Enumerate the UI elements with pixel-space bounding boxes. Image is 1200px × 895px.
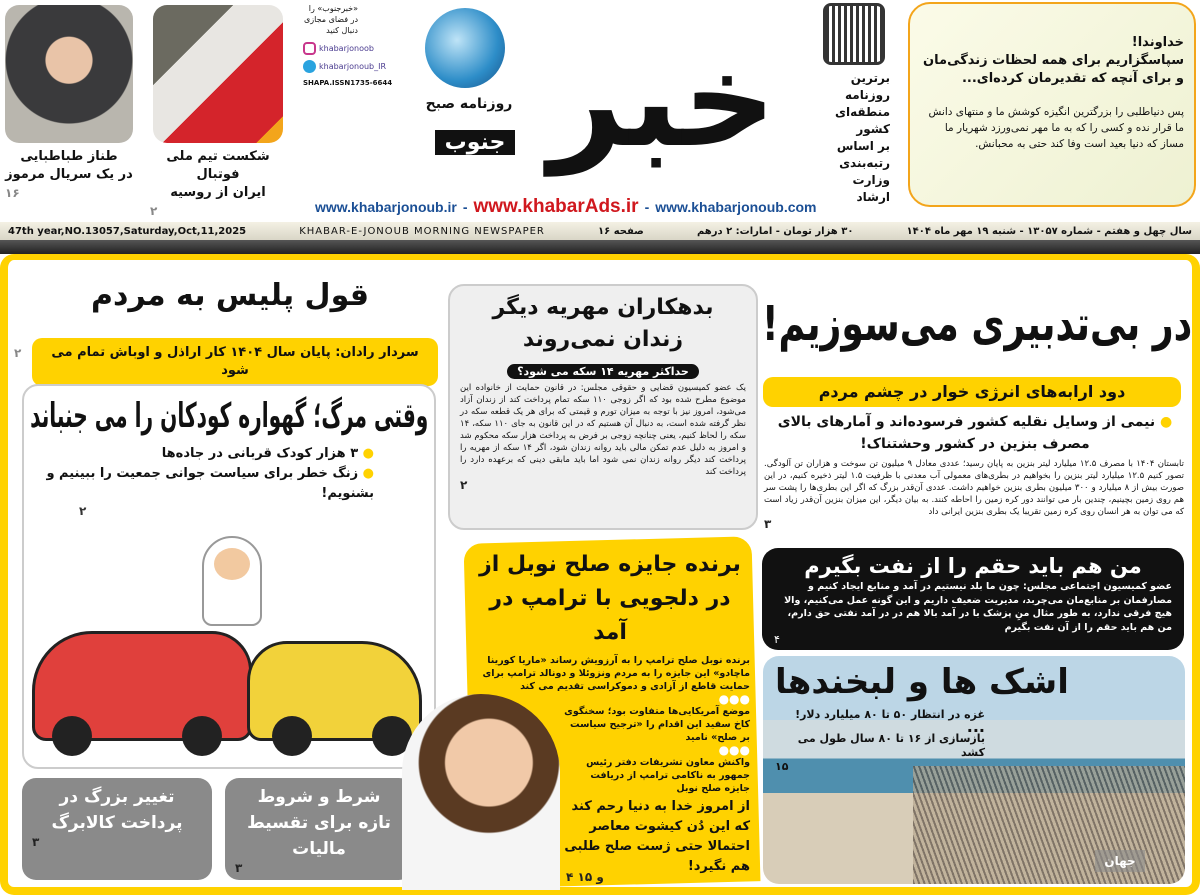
gaza-story[interactable]: اشک ها و لبخندها غزه در انتظار ۵۰ تا ۸۰ میلیارد دلار! ... بازسازی از ۱۶ تا ۸۰ سال طول می کشد ۱۵: [763, 656, 1185, 884]
issue-info-bar: 47th year,NO.13057,Saturday,Oct,11,2025 KHABAR-E-JONOUB MORNING NEWSPAPER ۱۶ صفحه ۳۰ هزار تومان - امارات: ۲ درهم سال چهل و هفتم - شماره ۱۳۰۵۷ - شنبه ۱۹ مهر ماه ۱۴۰۴: [0, 222, 1200, 240]
teaser-photo-football[interactable]: [153, 5, 283, 143]
social-box: «خبرجنوب» را در فضای مجازی دنبال کنید khabarjonoob khabarjonoub_IR SHAPA.ISSN1735-6644: [303, 3, 398, 103]
telegram-icon: [303, 60, 316, 73]
car-crash-cartoon: [32, 536, 427, 761]
globe-icon: [425, 8, 505, 88]
main-headline[interactable]: در بی‌تدبیری می‌سوزیم!: [761, 296, 1193, 352]
nobel-content: برنده جایزه صلح نوبل از در دلجویی با ترامپ در آمد برنده نوبل صلح ترامپ را به آرزویش رساند «ماریا کورینا ماچادو» این جایزه را به مردم ونزوئلا و دونالد ترامپ برای حمایت قاطع از آزادی و دموکراسی تقدیم می کند ●●● موضع آمریکایی‌ها متفاوت بود؛ سخنگوی کاخ سفید این اقدام را «ترجیح سیاست بر صلح» نامید ●●● واکنش معاون تشریفات دفتر رئیس جمهور به ناکامی ترامپ از دریافت جایزه صلح نوبل از امروز خدا به دنیا رحم کند که این دُن کیشوت معاصر احتمالا حتی ژست صلح طلبی هم نگیرد!: [479, 552, 750, 874]
kalabarg-story[interactable]: تغییر بزرگ در پرداخت کالابرگ ۳: [22, 778, 212, 880]
main-subheadline-bar[interactable]: دود ارابه‌های انرژی خوار در چشم مردم: [763, 377, 1181, 407]
road-deaths-story[interactable]: وقتی مرگ؛ گهواره کودکان را می جنباند ● ۳ هزار کودک قربانی در جاده‌ها ● زنگ خطر برای سیاست جوانی جمعیت را ببینیم و بشنویم! ۲: [22, 384, 436, 769]
link-khabarads[interactable]: www.khabarAds.ir: [473, 196, 639, 217]
bullet: ● زنگ خطر برای سیاست جوانی جمعیت را ببینیم و بشنویم!: [46, 466, 374, 501]
oil-story[interactable]: من هم باید حقم را از نفت بگیرم عضو کمیسیون اجتماعی مجلس: چون ما بلد نیستیم در آمد و منابع ایجاد کنیم و مصارفمان بر منابع‌مان می‌چربد، مدیریت ضعیف داریم و این گونه عمل می‌کنیم، والا هیچ فرقی ندارد، به طور مثال منِ پزشک با در آمد بالا هم در در آمد نفتی حق دارم، من هم باید حقم را از آن نفت بگیرم ۴: [762, 548, 1184, 650]
mahrieh-label: حداکثر مهریه ۱۴ سکه می شود؟: [507, 364, 699, 379]
link-khabarjonoub-com[interactable]: www.khabarjonoub.com: [655, 199, 817, 215]
mahrieh-story[interactable]: بدهکاران مهریه دیگر زندان نمی‌روند حداکثر مهریه ۱۴ سکه می شود؟ یک عضو کمیسیون قضایی و حقوقی مجلس: در قانون حمایت از خانواده این موضوع مطرح شده بود که اگر زوجی ۱۱۰ سکه تمام پرداخت کند از زندان آزاد می‌شود، امروز نیز با توجه به میزان تورم و قیمتی که برای هر یک قطعه سکه در نظر گرفته شده است، به دنبال آن هستیم که در این قانون به جای ۱۱۰ سکه، ۱۴ سکه را لحاظ کنیم، یعنی چنانچه زوجی بر فرض به پرداخت هزار سکه محکوم شد و امروز به دلیل عدم تمکن مالی باید روانه زندان شود، اگر ۱۴ سکه از مهریه را پرداخت کند دیگر روانه زندان نمی شود اما باید مابقی دینی که برعهده دارد را پرداخت کند ۲: [448, 284, 758, 530]
instagram-icon: [303, 42, 316, 55]
link-khabarjonoub-ir[interactable]: www.khabarjonoub.ir: [315, 199, 457, 215]
teaser-actress[interactable]: طناز طباطبایی در یک سریال مرموز ۱۶: [5, 149, 133, 200]
instagram-link[interactable]: khabarjonoob: [303, 42, 398, 55]
website-links: www.khabarjonoub.ir - www.khabarAds.ir - www.khabarjonoub.com: [315, 196, 817, 217]
teaser-football[interactable]: شکست تیم ملی فوتبال ایران از روسیه ۲: [150, 149, 270, 218]
bullet: ● ۳ هزار کودک قربانی در جاده‌ها: [161, 446, 374, 461]
newspaper-logo: روزنامه صبح خبر جنوب: [405, 0, 795, 195]
police-title[interactable]: قول پلیس به مردم: [90, 278, 370, 313]
police-bar[interactable]: سردار رادان: پایان سال ۱۴۰۴ کار اراذل و اوباش تمام می شود: [32, 338, 438, 386]
telegram-link[interactable]: khabarjonoub_IR: [303, 60, 398, 73]
ranking-text: برترین روزنامه منطقه‌ای کشور بر اساس رتبه‌بندی وزارت ارشاد: [834, 71, 890, 204]
divider: [0, 240, 1200, 254]
main-story: تابستان ۱۴۰۴ با مصرف ۱۲.۵ میلیارد لیتر بنزین به پایان رسید؛ عددی معادل ۹ میلیون تن سوخت و هزاران تن آلودگی. تصور کنیم ۱۲.۵ میلیارد لیتر بنزین را بخواهیم در بطری‌های معمولی آب معدنی با ظرفیت ۱.۵ لیتر ذخیره کنیم، در این صورت بیش از ۸ میلیارد و ۳۰۰ میلیون بطری بنزین خواهیم داشت. عددی آن‌قدر بزرگ که اگر این بطری‌ها را پشت سر هم روی زمین بچینیم، چندین بار می توانند دور کره زمین را احاطه کنند. به بیان دیگر، این میزان بنزین آن‌قدر زیاد است که می توان به هر انسان روی کره زمین تقریبا یک بطری بنزین ایرانی داد ۳: [764, 459, 1185, 531]
qr-code[interactable]: [823, 3, 885, 65]
watermark-logo: جهان: [1095, 850, 1145, 872]
teaser-photo-actress[interactable]: [5, 5, 133, 143]
main-story-body: تابستان ۱۴۰۴ با مصرف ۱۲.۵ میلیارد لیتر بنزین به پایان رسید؛ عددی معادل ۹ میلیون تن سوخت و هزاران تن آلودگی. تصور کنیم ۱۲.۵ میلیارد لیتر بنزین را بخواهیم در بطری‌های معمولی آب معدنی با ظرفیت ۱.۵ لیتر ذخیره کنیم، در این صورت بیش از ۸ میلیارد و ۳۰۰ میلیون بطری بنزین خواهیم داشت. عددی آن‌قدر بزرگ که اگر این بطری‌ها را پشت سر هم روی زمین بچینیم، چندین بار می توانند دور کره زمین را احاطه کنند. به بیان دیگر، این میزان بنزین آن‌قدر زیاد است که می توان به هر انسان روی کره زمین تقریبا یک بطری بنزین ایرانی داد: [764, 459, 1185, 517]
daily-verse-box: خداوندا! سپاسگزاریم برای همه لحظات زندگی‌مان و برای آنچه که تقدیرمان کرده‌ای... پس دنیاطلبی را بزرگترین انگیزه کوشش ما و منتهای دانش ما قرار نده و کسی را که به ما مهر نمی‌ورزد شهریار ما مساز که دنیا بعید است وفا کند حتی به محبانش.: [908, 2, 1196, 207]
installment-tax-story[interactable]: شرط و شروط تازه برای تقسیط مالیات ۳: [225, 778, 413, 880]
